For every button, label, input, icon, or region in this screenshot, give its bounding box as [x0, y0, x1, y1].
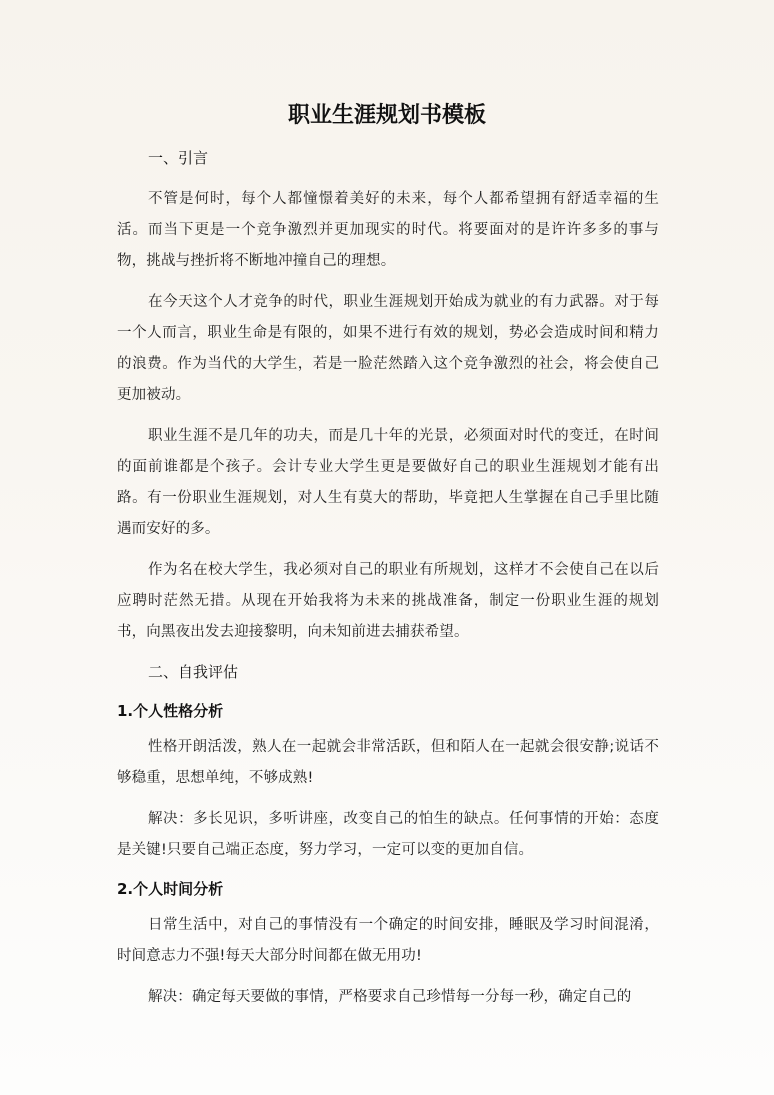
subheading-time-analysis: 2.个人时间分析 — [117, 880, 224, 898]
paragraph: 性格开朗活泼，熟人在一起就会非常活跃，但和陌人在一起就会很安静;说话不够稳重，思想单纯，不够成熟! — [117, 739, 659, 786]
document-title: 职业生涯规划书模板 — [287, 103, 486, 128]
paragraph: 日常生活中，对自己的事情没有一个确定的时间安排，睡眠及学习时间混淆，时间意志力不强!每天大部分时间都在做无用功! — [117, 917, 659, 964]
paragraph: 不管是何时，每个人都憧憬着美好的未来，每个人都希望拥有舒适幸福的生活。而当下更是一个竞争激烈并更加现实的时代。将要面对的是许许多多的事与物，挑战与挫折将不断地冲撞自己的理想。 — [117, 191, 659, 269]
paragraph: 解决：多长见识，多听讲座，改变自己的怕生的缺点。任何事情的开始：态度是关键!只要自己端正态度，努力学习，一定可以变的更加自信。 — [117, 811, 659, 858]
section-heading-intro: 一、引言 — [148, 149, 209, 167]
paragraph: 在今天这个人才竞争的时代，职业生涯规划开始成为就业的有力武器。对于每一个人而言，职业生命是有限的，如果不进行有效的规划，势必会造成时间和精力的浪费。作为当代的大学生，若是一脸茫然踏入这个竞争激烈的社会，将会使自己更加被动。 — [117, 294, 659, 403]
document-body — [117, 144, 659, 1023]
paragraph: 解决：确定每天要做的事情，严格要求自己珍惜每一分每一秒，确定自己的 — [148, 989, 632, 1005]
section-heading-self-assessment: 二、自我评估 — [148, 663, 239, 681]
subheading-personality-analysis: 1.个人性格分析 — [117, 702, 224, 720]
paragraph: 作为名在校大学生，我必须对自己的职业有所规划，这样才不会使自己在以后应聘时茫然无措。从现在开始我将为未来的挑战准备，制定一份职业生涯的规划书，向黑夜出发去迎接黎明，向未知前进去捕获希望。 — [117, 562, 659, 640]
paragraph: 职业生涯不是几年的功夫，而是几十年的光景，必须面对时代的变迁，在时间的面前谁都是个孩子。会计专业大学生更是要做好自己的职业生涯规划才能有出路。有一份职业生涯规划，对人生有莫大的帮助，毕竟把人生掌握在自己手里比随遇而安好的多。 — [117, 428, 659, 537]
